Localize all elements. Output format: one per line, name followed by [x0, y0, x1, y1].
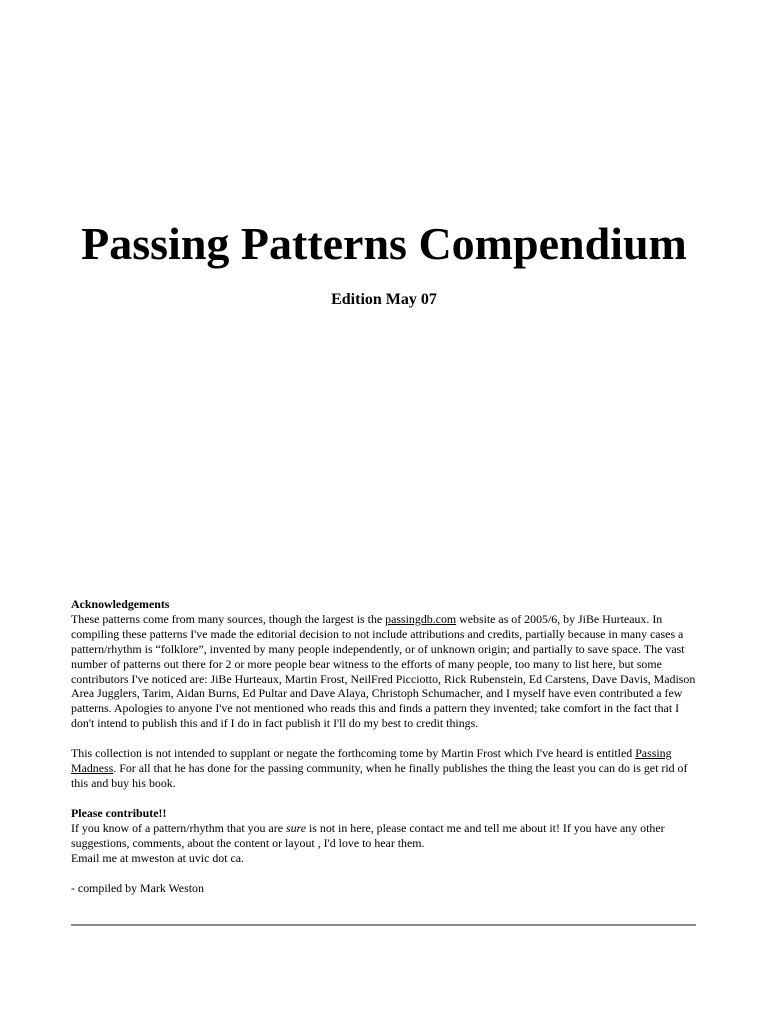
contribute-text-rest: is not in here, please contact me and tell me about it! If you have any other suggestions, comments, about the content or layout , I'd love to hear them.: [71, 820, 665, 850]
collection-text-start: This collection is not intended to supplant or negate the forthcoming tome by Martin Frost which I've heard is entitled: [71, 746, 636, 761]
edition-label: Edition May 07: [331, 291, 437, 308]
book-title-passing-madness: Passing Madness: [71, 746, 672, 776]
contribute-heading: Please contribute!!: [71, 805, 167, 820]
collection-paragraph: [71, 746, 697, 791]
contribute-paragraph: [71, 821, 697, 851]
paragraph-spacer: [71, 791, 697, 806]
document-body: [71, 597, 697, 895]
collection-text-rest: . For all that he has done for the passing community, when he finally publishes the thing the least you can do is get rid of this and buy his book.: [71, 761, 688, 790]
compiled-by-credit: - compiled by Mark Weston: [71, 880, 204, 895]
paragraph-spacer: [71, 731, 697, 746]
contribute-text-start: If you know of a pattern/rhythm that you are: [71, 820, 286, 835]
passingdb-link[interactable]: passingdb.com: [385, 611, 457, 626]
acknowledgements-text-rest: website as of 2005/6, by JiBe Hurteaux. In compiling these patterns I've made the editorial decision to not include attributions and credits, partially because in many cases a pattern/rhythm is “folklore”, invented by many people independently, or of unknown origin; and partially to save space. The vast number of patterns out there for 2 or more people bear witness to the efforts of many people, too many to list here, but some contributors I've noticed are: JiBe Hurteaux, Martin Frost, NeilFred Picciotto, Rick Rubenstein, Ed Carstens, Dave Davis, Madison Area Jugglers, Tarim, Aidan Burns, Ed Pultar and Dave Alaya, Christoph Schumacher, and I myself have even contributed a few patterns. Apologies to anyone I've not mentioned who reads this and finds a pattern they invented; take comfort in the fact that I don't intend to publish this and if I do in fact publish it I'll do my best to credit things.: [71, 611, 696, 731]
acknowledgements-heading: Acknowledgements: [71, 597, 170, 611]
paragraph-spacer: [71, 866, 697, 881]
contact-email-line: Email me at mweston at uvic dot ca.: [71, 850, 245, 865]
document-title: Passing Patterns Compendium: [81, 218, 687, 269]
acknowledgements-paragraph: [71, 612, 697, 731]
contribute-emphasis-sure: sure: [285, 820, 307, 835]
horizontal-rule: [71, 924, 696, 926]
acknowledgements-text-start: These patterns come from many sources, though the largest is the: [71, 611, 386, 626]
